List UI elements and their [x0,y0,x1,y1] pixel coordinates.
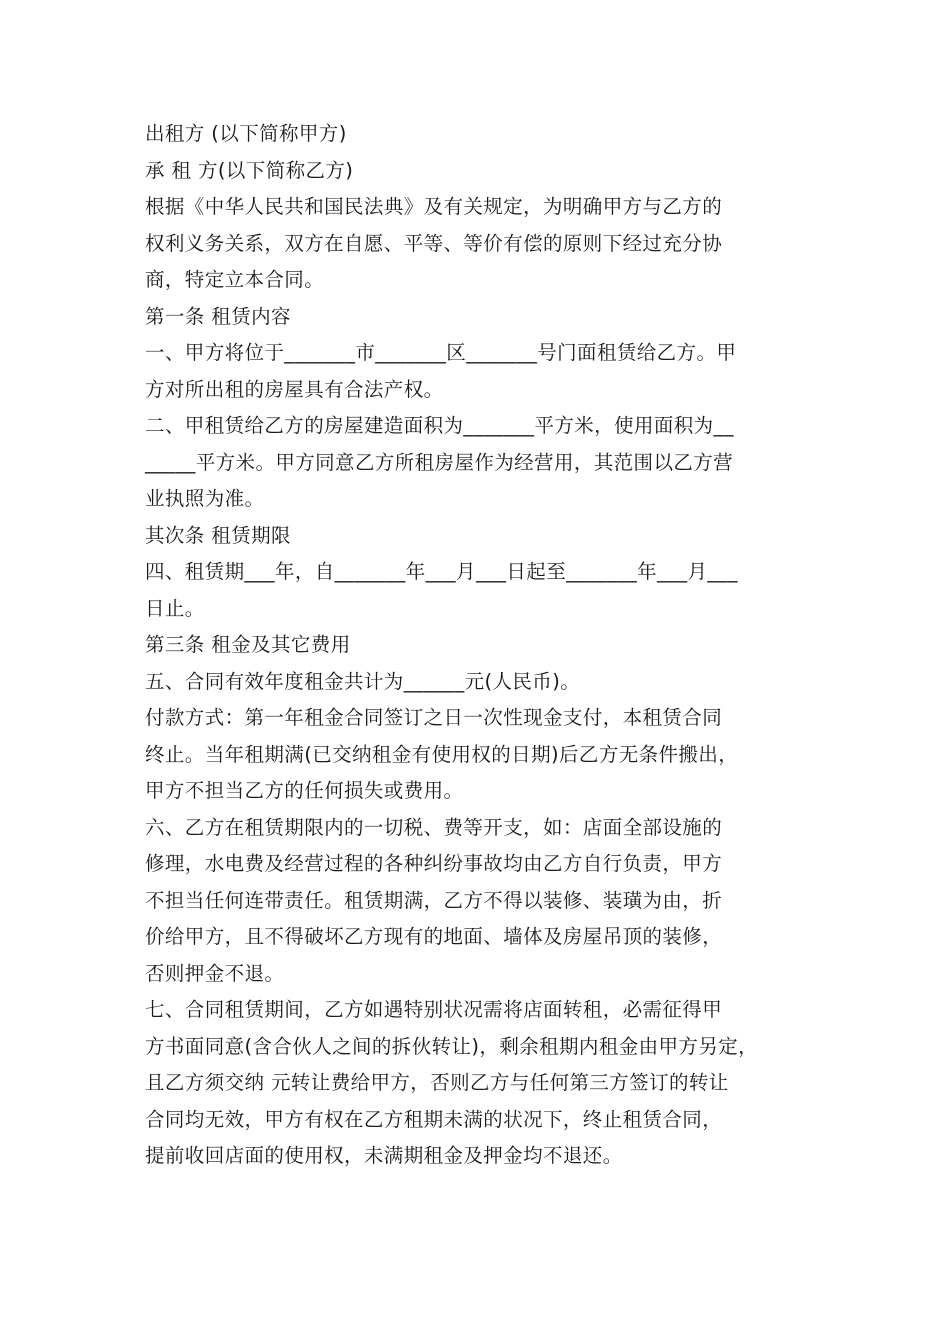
payment-line-2: 终止。当年租期满(已交纳租金有使用权的日期)后乙方无条件搬出， [145,742,739,766]
lessee-line: 承 租 方(以下简称乙方) [145,158,354,182]
clause-6-line-3: 不担当任何连带责任。租赁期满，乙方不得以装修、装璜为由，折 [145,888,723,912]
clause-6-line-1: 六、乙方在租赁期限内的一切税、费等开支，如：店面全部设施的 [145,815,723,839]
clause-7-line-3: 且乙方须交纳 元转让费给甲方，否则乙方与任何第三方签订的转让 [145,1071,729,1094]
clause-7-line-4: 合同均无效，甲方有权在乙方租期未满的状况下，终止租赁合同， [145,1107,723,1131]
preamble-line-2: 权利义务关系，双方在自愿、平等、等价有偿的原则下经过充分协 [145,231,723,255]
clause-4-line-1: 四、租赁期___年，自_______年___月___日起至_______年___月___ [145,560,738,583]
article-1-heading: 第一条 租赁内容 [145,304,291,328]
clause-6-line-5: 否则押金不退。 [145,961,285,985]
clause-6-line-2: 修理，水电费及经营过程的各种纠纷事故均由乙方自行负责，甲方 [145,852,723,875]
clause-7-line-2: 方书面同意(含合伙人之间的拆伙转让)，剩余租期内租金由甲方另定， [145,1034,759,1058]
clause-7-line-1: 七、合同租赁期间，乙方如遇特别状况需将店面转租，必需征得甲 [145,998,723,1021]
clause-1-line-1: 一、甲方将位于_______市_______区_______号门面租赁给乙方。甲 [145,341,737,364]
payment-line-3: 甲方不担当乙方的任何损失或费用。 [145,779,464,802]
clause-2-line-1: 二、甲租赁给乙方的房屋建造面积为_______平方米，使用面积为__ [145,414,734,437]
preamble-line-3: 商，特定立本合同。 [145,268,325,291]
clause-2-line-3: 业执照为准。 [145,487,265,510]
article-2-heading: 其次条 租赁期限 [145,523,291,547]
payment-line-1: 付款方式：第一年租金合同签订之日一次性现金支付，本租赁合同 [145,706,723,729]
clause-5-line-1: 五、合同有效年度租金共计为______元(人民币)。 [145,669,581,693]
contract-body [145,116,810,1175]
article-3-heading: 第三条 租金及其它费用 [145,633,351,656]
preamble-line-1: 根据《中华人民共和国民法典》及有关规定，为明确甲方与乙方的 [145,195,723,218]
clause-7-line-5: 提前收回店面的使用权，未满期租金及押金均不退还。 [145,1144,623,1167]
clause-4-line-2: 日止。 [145,596,205,620]
lessor-line: 出租方 (以下简称甲方) [145,122,347,145]
clause-2-line-2: _____平方米。甲方同意乙方所租房屋作为经营用，其范围以乙方营 [145,450,734,474]
clause-6-line-4: 价给甲方，且不得破坏乙方现有的地面、墙体及房屋吊顶的装修， [145,925,723,948]
clause-1-line-2: 方对所出租的房屋具有合法产权。 [145,377,444,401]
